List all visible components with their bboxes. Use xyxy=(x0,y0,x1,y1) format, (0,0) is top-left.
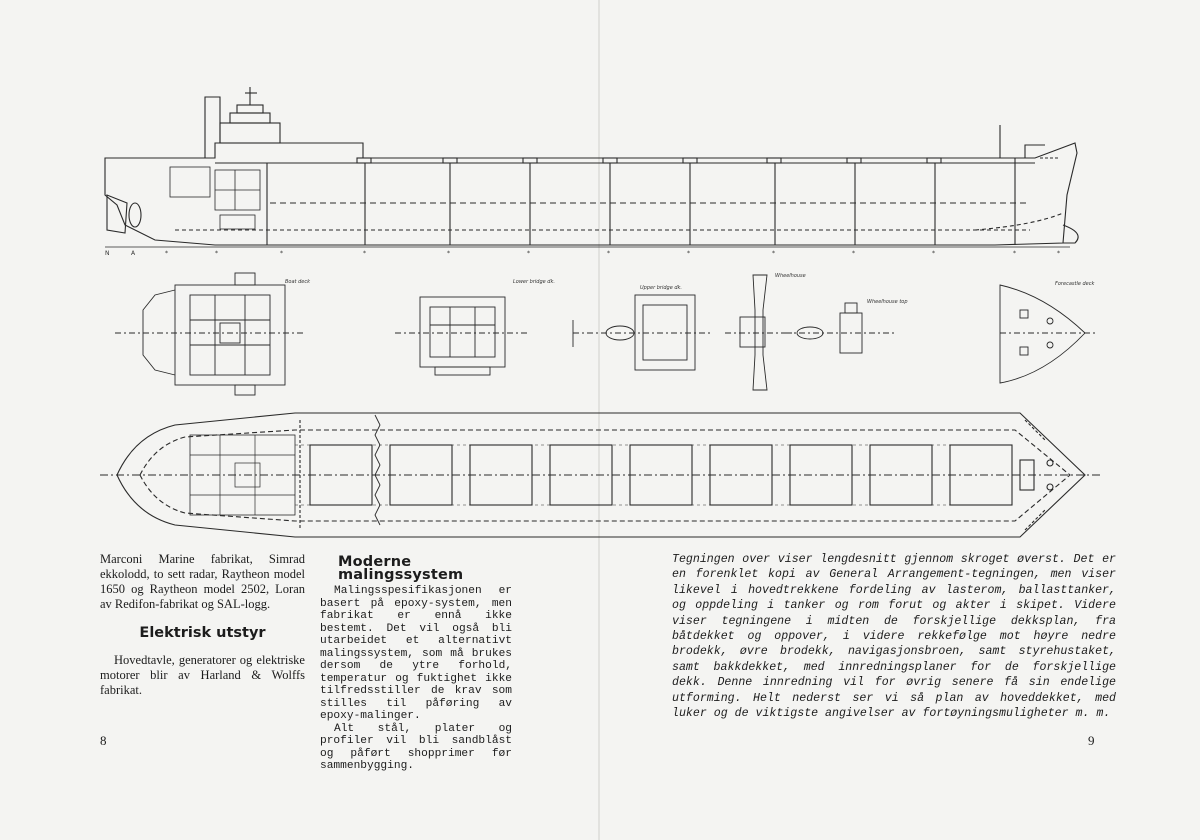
lower-bridge-deck-plan xyxy=(395,279,555,375)
left-column-text xyxy=(100,552,305,698)
svg-text:*: * xyxy=(1057,250,1060,257)
wheelhouse-label: Wheelhouse xyxy=(775,273,806,279)
upper-bridge-label: Upper bridge dk. xyxy=(640,285,683,291)
svg-text:*: * xyxy=(607,250,610,257)
main-deck-plan xyxy=(100,413,1100,537)
caption-text: Tegningen over viser lengdesnitt gjennom skroget øverst. Det er en forenklet kopi av General Arrangement-tegningen, men viser likevel i hovedtrekkene fordeling av lasterom, ballasttanker, og oppdeling i tanker og rom forut og akter i skipet. Videre viser tegningene i midten de forskjellige dekksplan, fra båtdekket og oppover, i videre rekkefølge mot høyre nedre brodekk, øvre brodekk, navigasjonsbroen, samt styrehustaket, samt bakkdekket, med innredningsplaner for de forskjellige dekk. Denne innredning vil for øvrig senere få sin endelige utforming. Helt nederst ser vi så plan av hoveddekket, med luker og de viktigste angivelser av fortøyningsmuligheter m. m. xyxy=(672,553,1116,721)
wheelhouse-top-label: Wheelhouse top xyxy=(867,299,908,305)
drawing-caption xyxy=(672,552,1116,721)
middle-column-text xyxy=(320,556,512,773)
wheelhouse-top-plan xyxy=(785,299,908,353)
malingssystem-paragraph-1: Malingsspesifikasjonen er basert på epoxy-system, men fabrikat er ennå ikke bestemt. Det vil også bli utarbeidet et alternativt malingssystem, som må brukes dersom de ytre forhold, temperatur og fuktighet ikke tilfredsstiller de krav som stilles til påføring av epoxy-malinger. xyxy=(320,585,512,722)
svg-text:*: * xyxy=(447,250,450,257)
malingssystem-paragraph-2: Alt stål, plater og profiler vil bli sandblåst og påført shopprimer før sammenbygging. xyxy=(320,722,512,772)
svg-text:*: * xyxy=(215,250,218,257)
upper-bridge-deck-plan xyxy=(573,285,710,370)
profile-section xyxy=(105,87,1078,257)
svg-text:*: * xyxy=(852,250,855,257)
elektrisk-utstyr-heading: Elektrisk utstyr xyxy=(139,625,266,641)
svg-text:*: * xyxy=(363,250,366,257)
elektrisk-utstyr-body: Hovedtavle, generatorer og elektriske motorer blir av Harland & Wolffs fabrikat. xyxy=(100,653,305,697)
svg-text:*: * xyxy=(165,250,168,257)
forecastle-plan xyxy=(1000,281,1095,383)
boat-deck-plan xyxy=(115,273,311,395)
forecastle-label: Forecastle deck xyxy=(1055,281,1095,287)
equipment-paragraph: Marconi Marine fabrikat, Simrad ekkolodd, to sett radar, Raytheon model 1650 og Raytheon model 2502, Loran av Redifon-fabrikat og SAL-logg. xyxy=(100,552,305,611)
page-number-right: 9 xyxy=(1088,733,1095,748)
boat-deck-label: Boat deck xyxy=(285,279,310,285)
ship-general-arrangement-drawing xyxy=(95,85,1110,545)
svg-text:*: * xyxy=(527,250,530,257)
deck-plans xyxy=(115,273,1095,395)
wheelhouse-plan xyxy=(725,273,806,390)
svg-text:*: * xyxy=(1013,250,1016,257)
malingssystem-heading: Moderne malingssystem xyxy=(338,554,464,583)
svg-text:*: * xyxy=(687,250,690,257)
svg-text:N: N xyxy=(105,250,110,257)
svg-text:A: A xyxy=(131,250,136,257)
svg-text:*: * xyxy=(932,250,935,257)
lower-bridge-label: Lower bridge dk. xyxy=(513,279,555,285)
page-number-left: 8 xyxy=(100,733,107,748)
svg-text:*: * xyxy=(280,250,283,257)
svg-text:*: * xyxy=(772,250,775,257)
